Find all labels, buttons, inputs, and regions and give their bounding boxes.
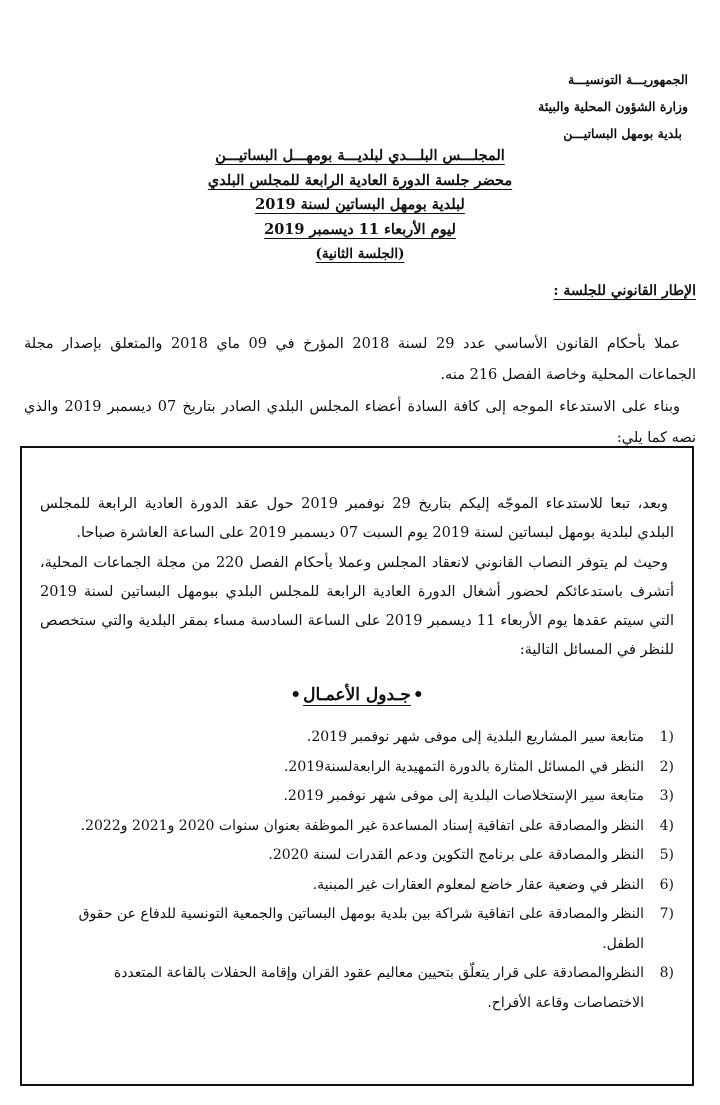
- agenda-item: [40, 900, 674, 959]
- agenda-item: [40, 812, 674, 842]
- letterhead-republic: الجمهوريـــة التونسيـــة: [568, 72, 688, 87]
- letterhead-municipality: بلدية بومهل البساتيـــن: [563, 126, 682, 141]
- agenda-item-number: 7 ): [646, 900, 674, 930]
- agenda-item-number: 1 ): [646, 723, 674, 753]
- agenda-item: [40, 723, 674, 753]
- agenda-item: [40, 782, 674, 812]
- document-title-block: [160, 144, 560, 267]
- letterhead: [488, 66, 688, 147]
- agenda-item-text: النظروالمصادقة على قرار يتعلّق بتحيين معاليم عقود القران وإقامة الحفلات بالقاعة المتعددة الاختصاصات وقاعة الأفراح.: [113, 965, 644, 1011]
- agenda-item-text: متابعة سير الإستخلاصات البلدية إلى موفى شهر نوفمبر 2019.: [283, 788, 644, 804]
- agenda-item: [40, 841, 674, 871]
- agenda-item-text: متابعة سير المشاريع البلدية إلى موفى شهر نوفمبر 2019.: [306, 729, 644, 745]
- star-icon: •: [412, 685, 424, 705]
- agenda-item-text: النظر والمصادقة على اتفاقية شراكة بين بلدية بومهل البساتين والجمعية التونسية للدفاع عن حقوق الطفل.: [78, 906, 644, 952]
- agenda-title: [40, 685, 674, 705]
- letterhead-ministry: وزارة الشؤون المحلية والبيئة: [538, 99, 688, 114]
- title-municipality-year: لبلدية بومهل البساتين لسنة 2019: [255, 196, 465, 213]
- title-minutes: محضر جلسة الدورة العادية الرابعة للمجلس البلدي: [207, 171, 513, 189]
- agenda-title-text: جـدول الأعمـال: [303, 685, 411, 705]
- star-icon: •: [290, 685, 302, 705]
- agenda-item-number: 5 ): [646, 841, 674, 871]
- agenda-list: [40, 723, 674, 1018]
- title-session: (الجلسة الثانية): [315, 246, 405, 262]
- agenda-item: [40, 753, 674, 783]
- agenda-item: [40, 871, 674, 901]
- agenda-item-text: النظر في المسائل المثارة بالدورة التمهيدية الرابعةلسنة2019.: [283, 758, 644, 775]
- legal-framework-heading: الإطار القانوني للجلسة :: [553, 283, 696, 299]
- title-date: ليوم الأربعاء 11 ديسمبر 2019: [264, 220, 456, 238]
- agenda-item-text: النظر في وضعية عقار خاضع لمعلوم العقارات غير المبنية.: [312, 876, 644, 893]
- notice-paragraph-2: وحيث لم يتوفر النصاب القانوني لانعقاد المجلس وعملا بأحكام الفصل 220 من مجلة الجماعات المحلية، أتشرف باستدعائكم لحضور أشغال الدورة العادية الرابعة للمجلس البلدي ببومهل البساتين لسنة 2019 التي سيتم عقدها يوم الأربعاء 11 ديسمبر 2019 على الساعة السادسة مساء بمقر البلدية والتي ستخصص للنظر في المسائل التالية:: [40, 555, 674, 658]
- legal-framework-paragraph: عملا بأحكام القانون الأساسي عدد 29 لسنة 2018 المؤرخ في 09 ماي 2018 والمتعلق بإصدار مجلة الجماعات المحلية وخاصة الفصل 216 منه.: [24, 335, 696, 383]
- notice-paragraph-1: وبعد، تبعا للاستدعاء الموجّه إليكم بتاريخ 29 نوفمبر 2019 حول عقد الدورة العادية الرابعة للمجلس البلدي لبلدية بومهل لبساتين لسنة 2019 يوم السبت 07 ديسمبر 2019 على الساعة العاشرة صباحا.: [40, 496, 674, 541]
- agenda-item: [40, 959, 674, 1018]
- agenda-item-number: 6 ): [646, 871, 674, 901]
- convocation-notice-box: [20, 446, 694, 1086]
- convocation-intro-paragraph: وبناء على الاستدعاء الموجه إلى كافة السادة أعضاء المجلس البلدي الصادر بتاريخ 07 ديسمبر 2019 والذي نصه كما يلي:: [24, 398, 696, 446]
- agenda-item-number: 8 ): [646, 959, 674, 989]
- agenda-item-number: 2 ): [646, 753, 674, 783]
- title-council: المجلـــس البلـــدي لبلديـــة بومهـــل البساتيـــن: [215, 147, 505, 164]
- agenda-item-text: النظر والمصادقة على برنامج التكوين ودعم القدرات لسنة 2020.: [268, 847, 644, 863]
- agenda-item-text: النظر والمصادقة على اتفاقية إسناد المساعدة غير الموظفة بعنوان سنوات 2020 و2021 و2022.: [80, 817, 644, 834]
- agenda-item-number: 4 ): [646, 812, 674, 842]
- agenda-item-number: 3 ): [646, 782, 674, 812]
